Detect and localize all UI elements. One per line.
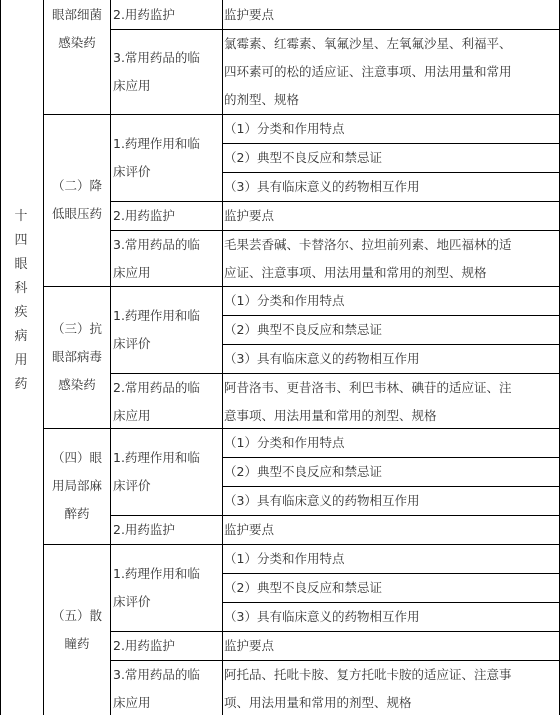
section-cell: （四）眼 用局部麻 醉药	[51, 450, 102, 521]
topic-cell: 2.用药监护	[113, 6, 175, 22]
point-cell: （2）典型不良反应和禁忌证	[224, 579, 382, 595]
topic-cell: 2.用药监护	[113, 637, 175, 653]
point-cell: 阿昔洛韦、更昔洛韦、利巴韦林、碘苷的适应证、注 意事项、用法用量和常用的剂型、规格	[224, 379, 512, 423]
point-cell: 监护要点	[224, 207, 275, 223]
topic-cell: 2.常用药品的临 床应用	[113, 379, 200, 423]
chapter-title: 十 四 眼 科 疾 病 用 药	[14, 209, 28, 392]
point-cell: （1）分类和作用特点	[224, 120, 345, 136]
topic-cell: 2.用药监护	[113, 521, 175, 537]
topic-cell: 3.常用药品的临 床应用	[113, 236, 200, 280]
topic-cell: 1.药理作用和临 床评价	[113, 307, 200, 351]
point-cell: （2）典型不良反应和禁忌证	[224, 463, 382, 479]
point-cell: 阿托品、托吡卡胺、复方托吡卡胺的适应证、注意事 项、用法用量和常用的剂型、规格	[224, 666, 512, 710]
section-cell: 眼部细菌 感染药	[51, 6, 102, 50]
point-cell: 毛果芸香碱、卡替洛尔、拉坦前列素、地匹福林的适 应证、注意事项、用法用量和常用的剂型、规格	[224, 236, 512, 280]
topic-cell: 3.常用药品的临 床应用	[113, 666, 200, 710]
point-cell: （1）分类和作用特点	[224, 292, 345, 308]
point-cell: （3）具有临床意义的药物相互作用	[224, 350, 420, 366]
section-cell: （二）降 低眼压药	[51, 178, 102, 221]
point-cell: （3）具有临床意义的药物相互作用	[224, 608, 420, 624]
point-cell: 监护要点	[224, 637, 275, 653]
table-border-left	[0, 0, 1, 715]
topic-cell: 2.用药监护	[113, 207, 175, 223]
point-cell: （3）具有临床意义的药物相互作用	[224, 492, 420, 508]
point-cell: 氯霉素、红霉素、氧氟沙星、左氧氟沙星、利福平、 四环素可的松的适应证、注意事项、用法用量和常用 的剂型、规格	[224, 35, 512, 107]
point-cell: 监护要点	[224, 6, 275, 22]
section-cell: （五）散 瞳药	[51, 607, 102, 651]
point-cell: （2）典型不良反应和禁忌证	[224, 321, 382, 337]
point-cell: （2）典型不良反应和禁忌证	[224, 149, 382, 165]
point-cell: （3）具有临床意义的药物相互作用	[224, 178, 420, 194]
topic-cell: 1.药理作用和临 床评价	[113, 449, 200, 493]
topic-cell: 1.药理作用和临 床评价	[113, 565, 200, 609]
topic-cell: 1.药理作用和临 床评价	[113, 135, 200, 179]
topic-cell: 3.常用药品的临 床应用	[113, 49, 200, 93]
point-cell: （1）分类和作用特点	[224, 434, 345, 450]
point-cell: 监护要点	[224, 521, 275, 537]
point-cell: （1）分类和作用特点	[224, 550, 345, 566]
section-cell: （三）抗 眼部病毒 感染药	[51, 321, 102, 392]
